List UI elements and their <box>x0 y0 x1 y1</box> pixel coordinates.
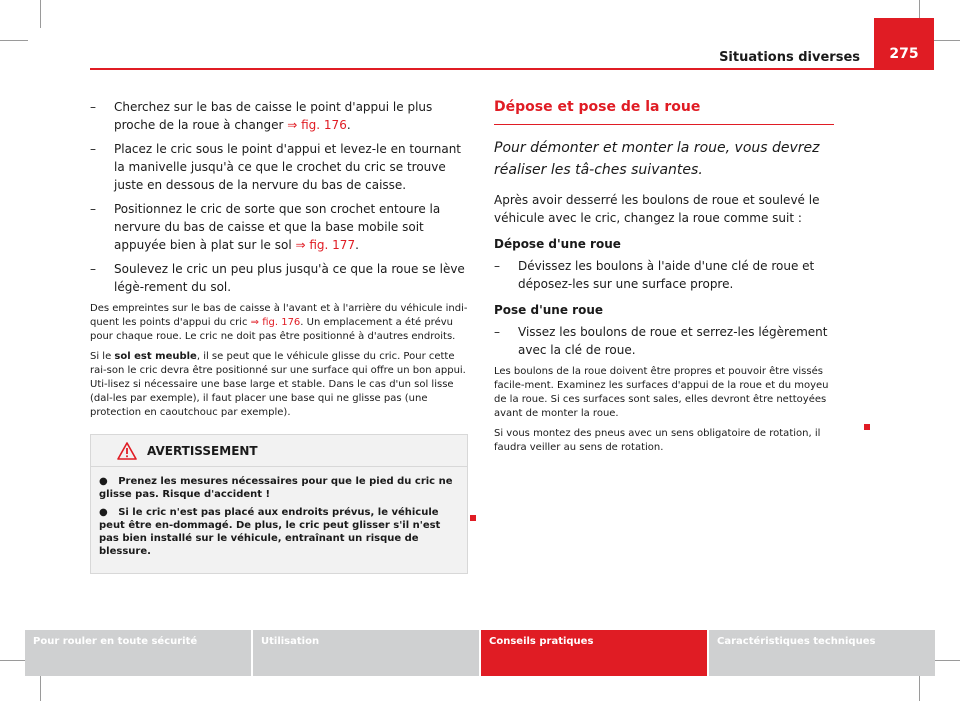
dash-marker: – <box>90 262 96 276</box>
warning-box <box>90 434 468 574</box>
page-number: 275 <box>874 18 934 70</box>
note-paragraph: Les boulons de la roue doivent être propres et pouvoir être vissés facile-ment. Examinez les surfaces d'appui de la roue et du moyeu de la roue. Si ces surfaces sont sales, elles devront être nettoyées avant de monter la roue. <box>494 366 829 419</box>
warning-body <box>91 467 467 573</box>
section-end-marker <box>864 424 870 430</box>
warning-title: AVERTISSEMENT <box>147 443 258 458</box>
left-column <box>90 98 468 574</box>
crop-mark <box>0 660 28 661</box>
step-text: Soulevez le cric un peu plus jusqu'à ce que la roue se lève légè-rement du sol. <box>114 262 465 294</box>
dash-marker: – <box>90 100 96 114</box>
warning-header <box>91 435 467 467</box>
footer-tab-technical-data[interactable]: Caractéristiques techniques <box>709 630 935 676</box>
step-text: Cherchez sur le bas de caisse le point d'appui le plus proche de la roue à changer <box>114 100 433 132</box>
dash-marker: – <box>494 325 500 339</box>
step-text: Dévissez les boulons à l'aide d'une clé de roue et déposez-les sur une surface propre. <box>518 259 815 291</box>
crop-mark <box>0 40 28 41</box>
crop-mark <box>932 660 960 661</box>
crop-mark <box>919 673 920 701</box>
section-title: Dépose et pose de la roue <box>494 98 834 125</box>
figure-link[interactable]: ⇒ fig. 176 <box>287 118 347 132</box>
figure-link[interactable]: ⇒ fig. 176 <box>250 317 301 328</box>
dash-marker: – <box>90 142 96 156</box>
para-text: Si le <box>90 351 115 362</box>
crop-mark <box>40 0 41 28</box>
crop-mark <box>932 40 960 41</box>
para-text: Des empreintes sur le bas de caisse à l'avant et à l'arrière du véhicule indi-quent les points d'appui du cric <box>90 303 468 328</box>
warning-text: Prenez les mesures nécessaires pour que le pied du cric ne glisse pas. Risque d'accident ! <box>99 476 453 500</box>
step-text: Vissez les boulons de roue et serrez-les légèrement avec la clé de roue. <box>518 325 828 357</box>
warning-item <box>99 475 459 501</box>
step-text-end: . <box>355 238 359 252</box>
step-text: Positionnez le cric de sorte que son crochet entoure la nervure du bas de caisse et que la base mobile soit appuyée bien à plat sur le sol <box>114 202 441 252</box>
warning-text: Si le cric n'est pas placé aux endroits prévus, le véhicule peut être en-dommagé. De plus, le cric peut glisser s'il n'est pas bien installé sur le véhicule, entraînant un risque de blessure. <box>99 507 441 557</box>
step-text-end: . <box>346 118 351 132</box>
dash-marker: – <box>90 202 96 216</box>
dash-marker: – <box>494 259 500 273</box>
step-item <box>90 140 468 194</box>
body-paragraph <box>90 350 468 420</box>
step-item <box>90 200 468 254</box>
subheading-removal: Dépose d'une roue <box>494 237 621 251</box>
step-item <box>90 260 468 296</box>
figure-link[interactable]: ⇒ fig. 177 <box>295 238 356 252</box>
step-item <box>494 257 842 293</box>
para-text: , il se peut que le véhicule glisse du cric. Pour cette rai-son le cric devra être positionné sur une surface qui offre un bon appui. Uti-lisez si nécessaire une base large et stable. Dans le cas d'un sol lisse (dal-les par exemple), il faut placer une base qui ne glisse pas (une protection en caoutchouc par exemple). <box>90 351 466 418</box>
step-item <box>90 98 468 134</box>
warning-item <box>99 506 459 558</box>
step-item <box>494 323 842 359</box>
body-paragraph <box>90 302 468 344</box>
header-rule <box>90 68 934 70</box>
subheading-fitting: Pose d'une roue <box>494 303 604 317</box>
bullet-marker: ● <box>99 476 108 487</box>
footer-tab-operation[interactable]: Utilisation <box>253 630 479 676</box>
footer-tab-safety[interactable]: Pour rouler en toute sécurité <box>25 630 251 676</box>
warning-triangle-icon <box>117 442 137 460</box>
section-intro: Pour démonter et monter la roue, vous devrez réaliser les tâ-ches suivantes. <box>494 140 820 178</box>
crop-mark <box>40 673 41 701</box>
para-text: . Un emplacement a été prévu pour chaque roue. Le cric ne doit pas être positionné à d'autres endroits. <box>90 317 456 342</box>
section-end-marker <box>470 515 476 521</box>
body-paragraph: Après avoir desserré les boulons de roue et soulevé le véhicule avec le cric, changez la roue comme suit : <box>494 193 820 225</box>
step-text: Placez le cric sous le point d'appui et levez-le en tournant la manivelle jusqu'à ce que le crochet du cric se trouve juste en dessous de la nervure du bas de caisse. <box>114 142 462 192</box>
note-paragraph: Si vous montez des pneus avec un sens obligatoire de rotation, il faudra veiller au sens de rotation. <box>494 428 821 453</box>
para-emphasis: sol est meuble <box>114 351 197 362</box>
bullet-marker: ● <box>99 507 108 518</box>
footer-nav <box>25 630 935 676</box>
header-section-title: Situations diverses <box>719 50 860 65</box>
footer-tab-practical-tips[interactable]: Conseils pratiques <box>481 630 707 676</box>
right-column <box>494 98 842 455</box>
